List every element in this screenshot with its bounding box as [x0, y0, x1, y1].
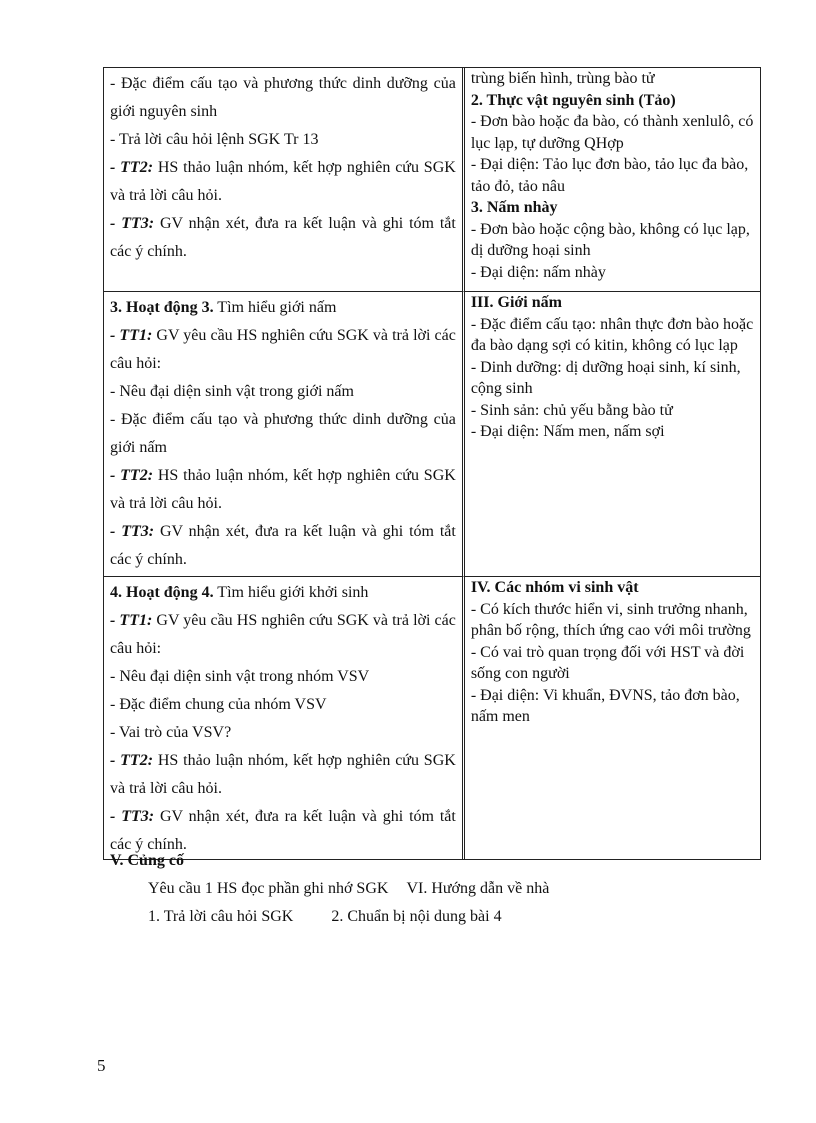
text-line: - Vai trò của VSV? [110, 724, 232, 741]
text-line [110, 875, 549, 903]
text-line [110, 607, 456, 663]
text-line: - Đại diện: Nấm men, nấm sợi [470, 423, 665, 440]
step-text: HS thảo luận nhóm, kết hợp nghiên cứu SGK và trả lời câu hỏi. [110, 467, 456, 512]
section-heading: III. Giới nấm [470, 294, 562, 311]
text-line: - Đặc điểm cấu tạo và phương thức dinh dưỡng của giới nấm [110, 411, 456, 456]
activity-cell [104, 577, 465, 859]
text-line: - Có kích thước hiển vi, sinh trưởng nhanh, phân bố rộng, thích ứng cao với môi trường [470, 600, 751, 639]
text-line: - Đặc điểm chung của nhóm VSV [110, 696, 327, 713]
text-line: - Trả lời câu hỏi lệnh SGK Tr 13 [110, 131, 319, 148]
text-line: - Đại diện: nấm nhày [470, 263, 606, 281]
text-line [110, 210, 456, 266]
step-tag: - TT2: [110, 159, 154, 176]
closing-section [110, 847, 549, 931]
step-text: GV yêu cầu HS nghiên cứu SGK và trả lời các câu hỏi: [110, 327, 456, 372]
text-line [110, 154, 456, 210]
text-line [110, 747, 456, 803]
activity-title: Tìm hiểu giới nấm [213, 299, 337, 316]
page-number: 5 [97, 1056, 106, 1075]
text-line: - Dinh dưỡng: dị dưỡng hoại sinh, kí sinh, cộng sinh [470, 358, 741, 397]
activity-number: 4. Hoạt động 4. [110, 584, 214, 601]
step-tag: - TT2: [110, 467, 154, 484]
homework-heading: VI. Hướng dẫn về nhà [406, 880, 550, 897]
content-cell [465, 68, 760, 292]
section-heading: 3. Nấm nhày [470, 199, 558, 216]
activity-cell [104, 292, 465, 577]
text-line [110, 518, 456, 574]
text-line: - Có vai trò quan trọng đối với HST và đời sống con người [470, 643, 745, 682]
table-row [104, 577, 760, 859]
text-line [110, 322, 456, 378]
lesson-table [103, 67, 761, 860]
step-text: GV yêu cầu HS nghiên cứu SGK và trả lời các câu hỏi: [110, 612, 456, 657]
text-line: trùng biến hình, trùng bào tử [470, 70, 655, 87]
content-cell [465, 577, 760, 859]
activity-number: 3. Hoạt động 3. [110, 299, 214, 316]
table-row [104, 68, 760, 292]
homework-item: 2. Chuẩn bị nội dung bài 4 [331, 908, 502, 925]
step-tag: - TT3: [110, 215, 155, 232]
text-line: - Sinh sản: chủ yếu bằng bào tử [470, 401, 673, 419]
activity-heading [110, 294, 456, 322]
text-line: - Đặc điểm cấu tạo: nhân thực đơn bào hoặc đa bào dạng sợi có kitin, không có lục lạp [470, 315, 754, 354]
step-tag: - TT3: [110, 808, 155, 825]
review-instruction: Yêu cầu 1 HS đọc phần ghi nhớ SGK [148, 880, 389, 897]
text-line: - Đại diện: Tảo lục đơn bào, tảo lục đa bào, tảo đỏ, tảo nâu [470, 156, 749, 195]
text-line: - Đặc điểm cấu tạo và phương thức dinh dưỡng của giới nguyên sinh [110, 75, 456, 120]
content-cell [465, 292, 760, 577]
activity-title: Tìm hiểu giới khởi sinh [213, 584, 369, 601]
text-line: - Nêu đại diện sinh vật trong giới nấm [110, 383, 354, 400]
step-text: GV nhận xét, đưa ra kết luận và ghi tóm tắt các ý chính. [110, 523, 456, 568]
activity-cell [104, 68, 465, 292]
step-text: HS thảo luận nhóm, kết hợp nghiên cứu SGK và trả lời câu hỏi. [110, 752, 456, 797]
step-text: GV nhận xét, đưa ra kết luận và ghi tóm tắt các ý chính. [110, 215, 456, 260]
table-row [104, 292, 760, 577]
section-heading: IV. Các nhóm vi sinh vật [470, 579, 639, 596]
text-line [110, 462, 456, 518]
step-tag: - TT2: [110, 752, 154, 769]
text-line: - Đơn bào hoặc đa bào, có thành xenlulô, có lục lạp, tự dưỡng QHợp [470, 113, 754, 152]
step-tag: - TT1: [110, 612, 153, 629]
section-heading: V. Củng cố [110, 852, 184, 869]
homework-item: 1. Trả lời câu hỏi SGK [148, 908, 294, 925]
text-line [110, 903, 549, 931]
step-tag: - TT1: [110, 327, 153, 344]
text-line: - Đơn bào hoặc cộng bào, không có lục lạp, dị dưỡng hoại sinh [470, 220, 750, 259]
step-text: HS thảo luận nhóm, kết hợp nghiên cứu SGK và trả lời câu hỏi. [110, 159, 456, 204]
section-heading: 2. Thực vật nguyên sinh (Tảo) [470, 91, 676, 109]
text-line: - Nêu đại diện sinh vật trong nhóm VSV [110, 668, 370, 685]
text-line: - Đại diện: Vi khuẩn, ĐVNS, tảo đơn bào, nấm men [470, 686, 740, 725]
activity-heading [110, 579, 456, 607]
step-tag: - TT3: [110, 523, 155, 540]
step-text: GV nhận xét, đưa ra kết luận và ghi tóm tắt các ý chính. [110, 808, 456, 853]
